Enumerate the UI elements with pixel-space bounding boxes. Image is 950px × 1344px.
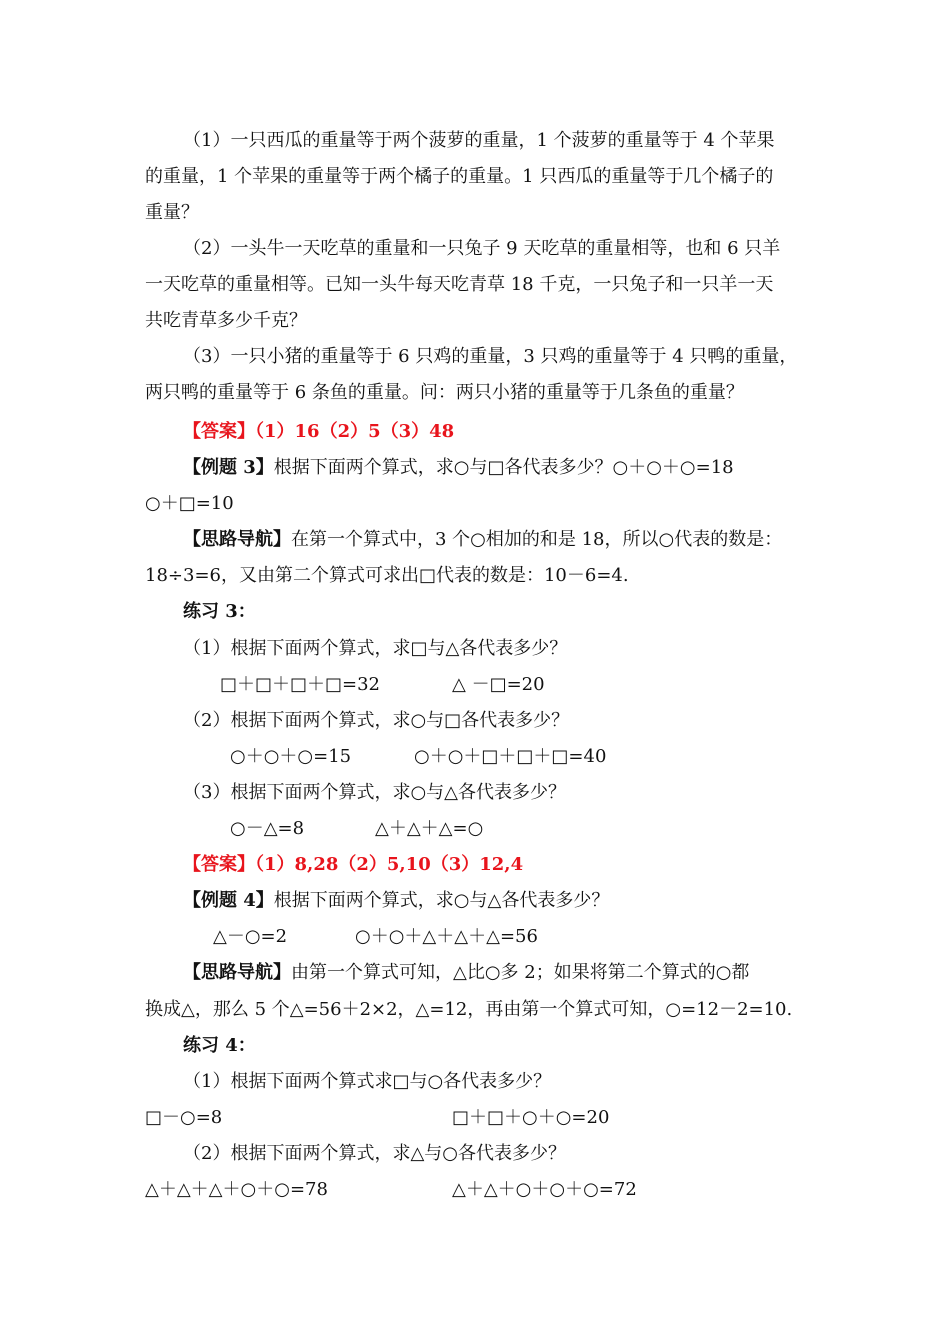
guide-text: 由第一个算式可知，△比○多 2；如果将第二个算式的○都 bbox=[291, 962, 750, 983]
equation: ○＋○＋○=15 bbox=[230, 746, 352, 767]
guide-label: 【思路导航】 bbox=[183, 529, 291, 550]
equation: □＋□＋○＋○=20 bbox=[452, 1107, 610, 1128]
example-continuation: ○＋□=10 bbox=[145, 493, 234, 514]
practice-title: 练习 4： bbox=[183, 1035, 256, 1056]
example-label: 【例题 3】 bbox=[183, 457, 274, 478]
paragraph-line: （3）一只小猪的重量等于 6 只鸡的重量，3 只鸡的重量等于 4 只鸭的重量， bbox=[183, 346, 798, 367]
practice-title: 练习 3： bbox=[183, 601, 256, 622]
answer-text: （1）16（2）5（3）48 bbox=[255, 421, 455, 442]
example-heading bbox=[183, 889, 609, 913]
equation: △ －□=20 bbox=[452, 674, 545, 695]
practice-question: （1）根据下面两个算式，求□与△各代表多少？ bbox=[183, 638, 568, 659]
example-text: 根据下面两个算式，求○与△各代表多少？ bbox=[273, 890, 610, 911]
practice-question: （2）根据下面两个算式，求△与○各代表多少？ bbox=[183, 1143, 566, 1164]
guide-continuation: 换成△，那么 5 个△=56＋2×2，△=12，再由第一个算式可知，○=12－2=10. bbox=[145, 999, 793, 1020]
paragraph-line: 的重量，1 个苹果的重量等于两个橘子的重量。1 只西瓜的重量等于几个橘子的 bbox=[145, 166, 774, 187]
answer-line bbox=[183, 420, 454, 444]
paragraph-line: 重量？ bbox=[145, 202, 199, 223]
paragraph-line: （1）一只西瓜的重量等于两个菠萝的重量，1 个菠萝的重量等于 4 个苹果 bbox=[183, 130, 775, 151]
equation: △＋△＋○＋○＋○=72 bbox=[452, 1179, 637, 1200]
answer-label: 【答案】 bbox=[183, 421, 255, 442]
example-text: 根据下面两个算式，求○与□各代表多少？○＋○＋○=18 bbox=[273, 457, 734, 478]
guide-heading bbox=[183, 961, 749, 985]
practice-question: （1）根据下面两个算式求□与○各代表多少？ bbox=[183, 1071, 552, 1092]
equation: □－○=8 bbox=[145, 1107, 223, 1128]
paragraph-line: 两只鸭的重量等于 6 条鱼的重量。问：两只小猪的重量等于几条鱼的重量？ bbox=[145, 382, 744, 403]
equation: ○－△=8 bbox=[230, 818, 305, 839]
paragraph-line: （2）一头牛一天吃草的重量和一只兔子 9 天吃草的重量相等，也和 6 只羊 bbox=[183, 238, 781, 259]
guide-heading bbox=[183, 528, 782, 552]
equation: ○＋○＋△＋△＋△=56 bbox=[355, 926, 538, 947]
guide-continuation: 18÷3=6，又由第二个算式可求出□代表的数是：10－6=4. bbox=[145, 565, 629, 586]
equation: △＋△＋△=○ bbox=[375, 818, 484, 839]
paragraph-line: 一天吃草的重量相等。已知一头牛每天吃青草 18 千克，一只兔子和一只羊一天 bbox=[145, 274, 774, 295]
example-label: 【例题 4】 bbox=[183, 890, 274, 911]
guide-label: 【思路导航】 bbox=[183, 962, 291, 983]
example-heading bbox=[183, 456, 734, 480]
answer-text: （1）8,28（2）5,10（3）12,4 bbox=[255, 854, 524, 875]
answer-line bbox=[183, 853, 523, 877]
guide-text: 在第一个算式中，3 个○相加的和是 18，所以○代表的数是： bbox=[291, 529, 783, 550]
paragraph-line: 共吃青草多少千克？ bbox=[145, 310, 307, 331]
equation: ○＋○＋□＋□＋□=40 bbox=[414, 746, 607, 767]
practice-question: （3）根据下面两个算式，求○与△各代表多少？ bbox=[183, 782, 566, 803]
answer-label: 【答案】 bbox=[183, 854, 255, 875]
equation: □＋□＋□＋□=32 bbox=[220, 674, 381, 695]
equation: △＋△＋△＋○＋○=78 bbox=[145, 1179, 328, 1200]
practice-question: （2）根据下面两个算式，求○与□各代表多少？ bbox=[183, 710, 570, 731]
equation: △－○=2 bbox=[213, 926, 288, 947]
